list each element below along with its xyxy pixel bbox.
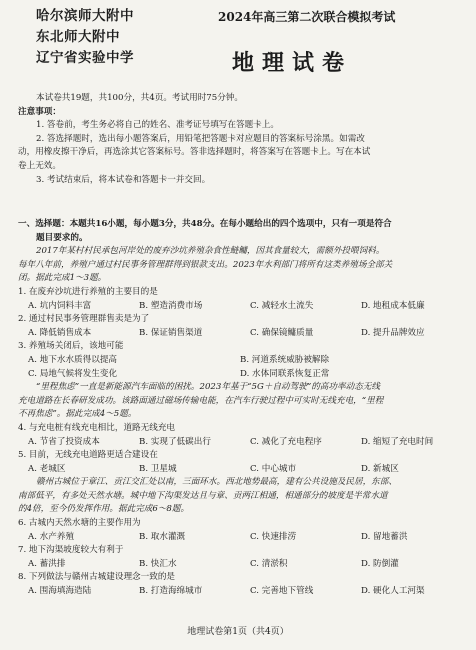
- passage-line: 的4倍，至今仍发挥作用。据此完成6～8题。: [18, 504, 190, 515]
- answer-option: B. 取水灌溉: [139, 531, 186, 542]
- answer-option: C. 完善地下管线: [250, 586, 314, 597]
- subject-title: 地理试卷: [232, 50, 353, 76]
- passage-line: 每年八年前，养殖户通过村民事务管理群得到银款支出。2023年水利部门将所有这类养殖场全部关: [18, 259, 393, 270]
- answer-option: A. 围海填海造陆: [28, 586, 92, 597]
- answer-option: D. 地租成本低廉: [361, 300, 425, 311]
- option-row: [18, 436, 462, 450]
- school-name: 东北师大附中: [36, 29, 120, 45]
- exam-title: 2024年高三第二次联合模拟考试: [218, 10, 396, 24]
- passage-line: 充电道路在长春研发成功。该路面通过磁场传输电能，在汽车行驶过程中可实时无线充电，“里程: [18, 395, 384, 406]
- question-stem: 4. 与充电桩有线充电相比，道路无线充电: [18, 422, 176, 433]
- answer-option: D. 缩短了充电时间: [361, 436, 434, 447]
- answer-option: D. 新城区: [361, 463, 399, 474]
- answer-option: B. 打造海绵城市: [139, 586, 203, 597]
- option-row: [18, 463, 462, 477]
- passage-line: “里程焦虑”一直是新能源汽车面临的困扰。2023年基于“5G＋自动驾驶”的高功率动态无线: [36, 382, 380, 393]
- note-line: 2. 答选择题时，选出每小题答案后，用铅笔把答题卡对应题目的答案标号涂黑。如需改: [36, 133, 365, 144]
- notes-title: 注意事项：: [18, 106, 61, 117]
- school-name: 哈尔滨师大附中: [36, 8, 134, 24]
- answer-option: C. 中心城市: [250, 463, 297, 474]
- question-group: [18, 422, 462, 476]
- note-line: 动，用橡皮擦干净后，再选涂其它答案标号。答非选择题时，将答案写在答题卡上。写在本试: [18, 147, 371, 158]
- option-row: [18, 558, 462, 572]
- answer-option: A. 蓄洪排: [28, 558, 66, 569]
- answer-option: A. 老城区: [28, 463, 66, 474]
- answer-option: A. 节省了投资成本: [28, 436, 100, 447]
- answer-option: B. 河道系统威胁被解除: [240, 354, 330, 365]
- answer-option: C. 确保镜鳙质量: [250, 327, 314, 338]
- question-stem: 6. 古城内天然水塘的主要作用为: [18, 518, 141, 529]
- question-group: [18, 517, 462, 599]
- answer-option: B. 快汇水: [139, 558, 177, 569]
- school-name: 辽宁省实验中学: [36, 50, 134, 66]
- question-stem: 7. 地下沟渠坡度较大有利于: [18, 545, 124, 556]
- passage-line: 不再焦虑”。据此完成4～5题。: [18, 409, 137, 420]
- question-stem: 1. 在废弃沙坑进行养殖的主要目的是: [18, 286, 158, 297]
- passage: [18, 245, 462, 286]
- passage: [18, 476, 462, 517]
- option-row: [18, 300, 462, 314]
- answer-option: C. 减轻水土流失: [250, 300, 314, 311]
- option-row: [18, 531, 462, 545]
- answer-option: D. 留地蓄洪: [361, 531, 408, 542]
- answer-option: C. 快速排涝: [250, 531, 297, 542]
- school-list: [36, 6, 186, 69]
- answer-option: A. 坑内饲料丰富: [28, 300, 92, 311]
- question-stem: 2. 通过村民事务管理群售卖是为了: [18, 314, 150, 325]
- answer-option: B. 塑造消费市场: [139, 300, 203, 311]
- passage-line: 南部低平，有多处天然水塘。城中地下沟渠发达且与章、贡两江相通，相通部分的坡度是半常水道: [18, 490, 388, 501]
- note-line: 卷上无效。: [18, 160, 61, 171]
- answer-option: D. 防倒灌: [361, 558, 399, 569]
- passage-line: 赣州古城位于章江、贡江交汇处以南，三面环水。西北地势最高，建有公共设施及民居，东部、: [36, 477, 397, 488]
- answer-option: C. 局地气候将发生变化: [28, 368, 118, 379]
- question-stem: 5. 目前，无线充电道路更适合建设在: [18, 450, 158, 461]
- answer-option: D. 水体同联系恢复正常: [240, 368, 330, 379]
- option-row: [18, 368, 462, 382]
- instructions: [18, 92, 462, 187]
- section-heading: 题目要求的。: [36, 232, 88, 243]
- section-heading: 一、选择题：本题共16小题，每小题3分，共48分。在每小题给出的四个选项中，只有一项是符合: [18, 219, 392, 229]
- answer-option: D. 提升品牌效应: [361, 327, 425, 338]
- option-row: [18, 585, 462, 599]
- note-line: 1. 答卷前，考生务必将自己的姓名、准考证号填写在答题卡上。: [36, 120, 279, 131]
- note-line: 3. 考试结束后，将本试卷和答题卡一并交回。: [36, 174, 211, 185]
- answer-option: C. 清淤积: [250, 558, 288, 569]
- intro-text: 本试卷共19题，共100分，共4页。考试用时75分钟。: [36, 93, 244, 103]
- section-choice: [18, 218, 462, 599]
- answer-option: B. 卫星城: [139, 463, 177, 474]
- answer-option: D. 硬化人工河渠: [361, 586, 425, 597]
- passage-line: 闭。据此完成1～3题。: [18, 273, 107, 284]
- answer-option: B. 实现了低碳出行: [139, 436, 211, 447]
- passage-line: 2017年某村村民承包河岸处的废弃沙坑养殖杂食性鲢鳙，因其食量较大，需额外投喂饲料。: [36, 246, 385, 257]
- answer-option: A. 地下水水质得以提高: [28, 354, 118, 365]
- option-row: [18, 354, 462, 368]
- answer-option: C. 减化了充电程序: [250, 436, 322, 447]
- answer-option: B. 保证销售渠道: [139, 327, 203, 338]
- question-stem: 8. 下列做法与赣州古城建设理念一致的是: [18, 572, 176, 583]
- question-stem: 3. 养殖场关闭后，该地可能: [18, 341, 124, 352]
- passage: [18, 381, 462, 422]
- answer-option: A. 降低销售成本: [28, 327, 92, 338]
- page-footer: 地理试卷第1页（共4页）: [187, 627, 289, 637]
- answer-option: A. 水产养殖: [28, 531, 75, 542]
- option-row: [18, 327, 462, 341]
- question-group: [18, 286, 462, 381]
